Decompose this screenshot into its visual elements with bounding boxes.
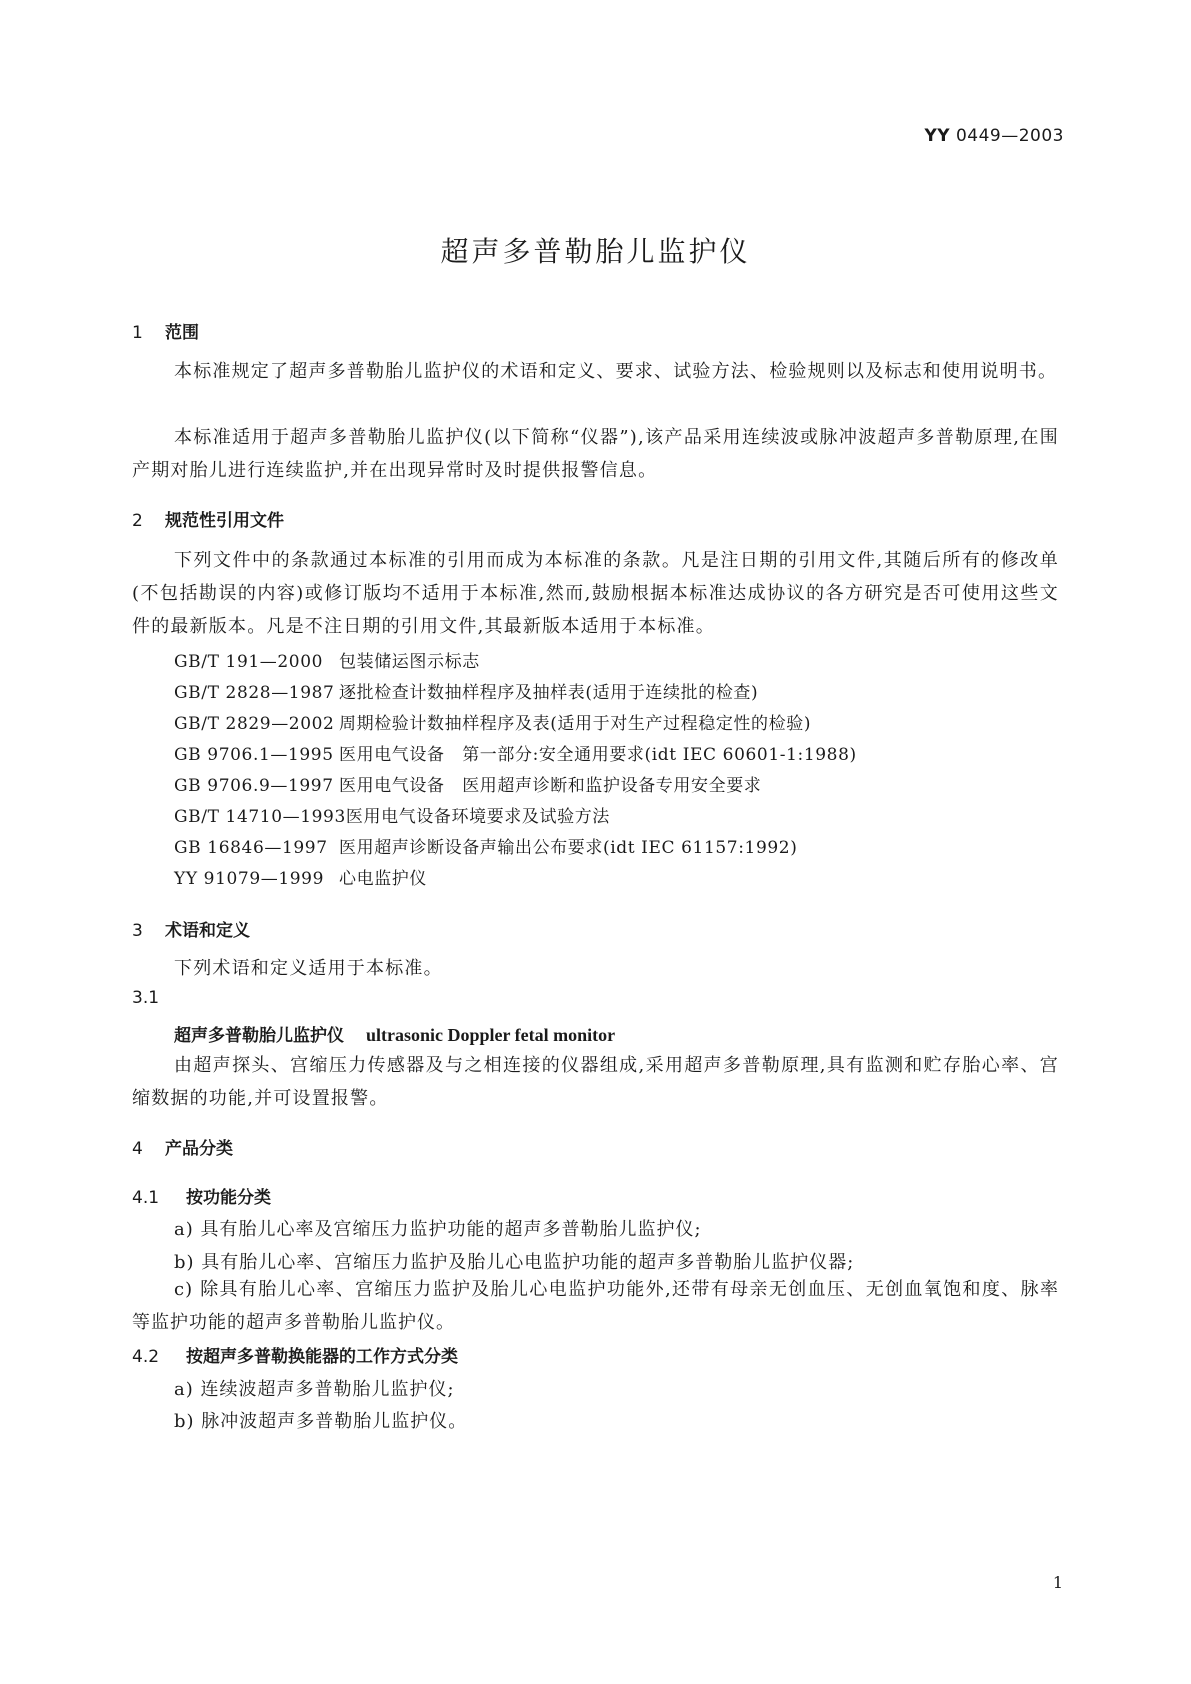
reference-title: 医用电气设备 医用超声诊断和监护设备专用安全要求 <box>339 776 762 796</box>
section-number: 4 <box>132 1139 143 1159</box>
reference-code: YY 91079—1999 <box>174 869 324 889</box>
subsection-number: 4.2 <box>132 1347 160 1367</box>
list-item: a) 连续波超声多普勒胎儿监护仪; <box>174 1379 455 1400</box>
section-4-heading <box>132 1134 233 1159</box>
list-item: b) 具有胎儿心率、宫缩压力监护及胎儿心电监护功能的超声多普勒胎儿监护仪器; <box>174 1252 855 1273</box>
list-item: a) 具有胎儿心率及宫缩压力监护功能的超声多普勒胎儿监护仪; <box>174 1219 702 1240</box>
reference-title: 医用电气设备环境要求及试验方法 <box>345 807 610 827</box>
section-2-heading <box>132 506 284 531</box>
reference-item <box>174 709 811 734</box>
reference-code: GB/T 191—2000 <box>174 652 324 672</box>
section-3-paragraph-1: 下列术语和定义适用于本标准。 <box>174 958 443 979</box>
section-1-paragraph-2: 本标准适用于超声多普勒胎儿监护仪(以下简称“仪器”),该产品采用连续波或脉冲波超声多普勒原理,在围产期对胎儿进行连续监护,并在出现异常时及时提供报警信息。 <box>132 427 1059 481</box>
standard-code <box>924 126 1064 146</box>
standard-prefix: YY <box>924 126 951 146</box>
reference-title: 周期检验计数抽样程序及表(适用于对生产过程稳定性的检验) <box>339 714 812 734</box>
reference-item <box>174 771 761 796</box>
subsection-4-1-heading <box>132 1183 271 1208</box>
reference-code: GB/T 14710—1993 <box>174 807 346 827</box>
list-item: b) 脉冲波超声多普勒胎儿监护仪。 <box>174 1411 468 1432</box>
section-3-heading <box>132 916 250 941</box>
subsection-number: 4.1 <box>132 1188 160 1208</box>
reference-title: 逐批检查计数抽样程序及抽样表(适用于连续批的检查) <box>339 683 759 703</box>
term-english: ultrasonic Doppler fetal monitor <box>366 1025 616 1045</box>
standard-number: 0449—2003 <box>955 126 1064 146</box>
reference-item <box>174 740 857 765</box>
section-2-paragraph-1: 下列文件中的条款通过本标准的引用而成为本标准的条款。凡是注日期的引用文件,其随后所有的修改单(不包括勘误的内容)或修订版均不适用于本标准,然而,鼓励根据本标准达成协议的各方研究是否可使用这些文件的最新版本。凡是不注日期的引用文件,其最新版本适用于本标准。 <box>132 550 1059 637</box>
reference-item <box>174 833 797 858</box>
list-item: c) 除具有胎儿心率、宫缩压力监护及胎儿心电监护功能外,还带有母亲无创血压、无创血氧饱和度、脉率等监护功能的超声多普勒胎儿监护仪。 <box>132 1279 1059 1333</box>
reference-title: 心电监护仪 <box>339 869 427 889</box>
section-title: 规范性引用文件 <box>165 511 284 531</box>
section-title: 范围 <box>165 323 199 343</box>
section-1-heading <box>132 318 199 343</box>
section-number: 3 <box>132 921 143 941</box>
document-title: 超声多普勒胎儿监护仪 <box>440 235 751 268</box>
subsection-4-2-heading <box>132 1342 458 1367</box>
reference-item <box>174 802 610 827</box>
reference-title: 医用电气设备 第一部分:安全通用要求(idt IEC 60601-1:1988) <box>339 745 857 765</box>
section-1-paragraph-1: 本标准规定了超声多普勒胎儿监护仪的术语和定义、要求、试验方法、检验规则以及标志和使用说明书。 <box>174 361 1058 382</box>
reference-code: GB 9706.9—1997 <box>174 776 334 796</box>
term-definition: 由超声探头、宫缩压力传感器及与之相连接的仪器组成,采用超声多普勒原理,具有监测和贮存胎心率、宫缩数据的功能,并可设置报警。 <box>132 1055 1059 1109</box>
section-number: 1 <box>132 323 143 343</box>
reference-code: GB 9706.1—1995 <box>174 745 334 765</box>
reference-code: GB 16846—1997 <box>174 838 328 858</box>
term-chinese: 超声多普勒胎儿监护仪 <box>174 1026 344 1046</box>
term-number: 3.1 <box>132 988 160 1008</box>
section-title: 术语和定义 <box>165 921 250 941</box>
reference-title: 包装储运图示标志 <box>339 652 480 672</box>
reference-item <box>174 647 480 672</box>
section-number: 2 <box>132 511 143 531</box>
section-title: 产品分类 <box>165 1139 233 1159</box>
reference-title: 医用超声诊断设备声输出公布要求(idt IEC 61157:1992) <box>339 838 798 858</box>
reference-code: GB/T 2829—2002 <box>174 714 335 734</box>
subsection-title: 按功能分类 <box>186 1188 271 1208</box>
term-entry <box>174 1021 615 1046</box>
reference-code: GB/T 2828—1987 <box>174 683 335 703</box>
reference-item <box>174 864 427 889</box>
reference-item <box>174 678 758 703</box>
subsection-title: 按超声多普勒换能器的工作方式分类 <box>186 1347 458 1367</box>
page-number: 1 <box>1052 1573 1063 1592</box>
